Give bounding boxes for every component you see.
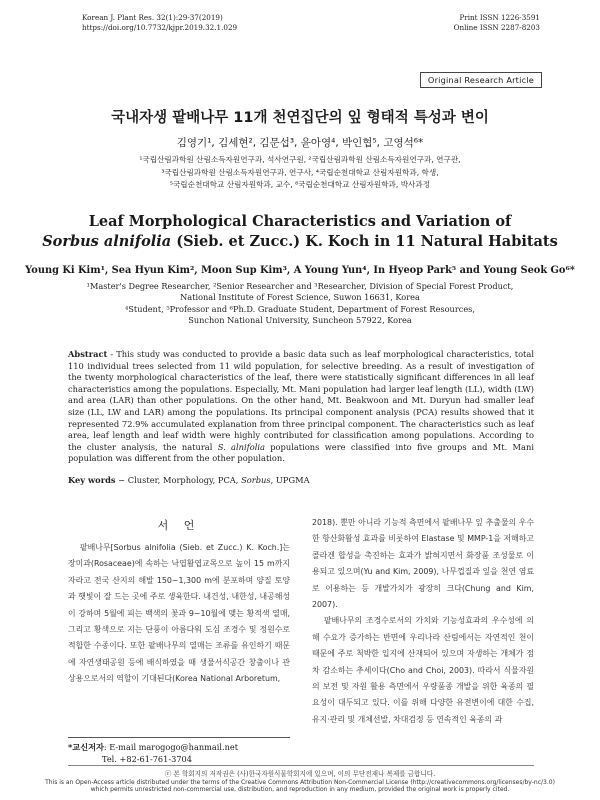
footnote-divider [68, 737, 290, 738]
footnote-email[interactable]: : E-mail marogogo@hanmail.net [103, 742, 239, 752]
license-line: This is an Open-Access article distributed under the terms of the Creative Commons Attribution Non-Commercial License (http://creativecommons.org/licenses/by-nc/3.0) [45, 778, 555, 786]
page-footer [40, 771, 560, 794]
doi-link[interactable]: https://doi.org/10.7732/kjpr.2019.32.1.029 [82, 23, 238, 32]
english-affiliation-line: Sunchon National University, Suncheon 57922, Korea [188, 315, 412, 326]
english-affiliations [0, 281, 600, 327]
english-affiliation-line: ⁴Student, ⁵Professor and ⁶Ph.D. Graduate Student, Department of Forest Resources, [125, 303, 475, 314]
corresponding-author-footnote [68, 741, 290, 765]
journal-header-right [454, 13, 540, 33]
korean-affiliation-line: ³국립산림과학원 산림소득자원연구과, 연구사, ⁴국립순천대학교 산림자원학과, 학생, [161, 167, 439, 177]
right-column [312, 515, 534, 728]
english-affiliation-line: ¹Master's Degree Researcher, ²Senior Researcher and ³Researcher, Division of Special Forest Product, [86, 281, 514, 291]
abstract-species: S. alnifolia [217, 441, 265, 452]
left-column [68, 540, 290, 688]
english-title [0, 212, 600, 252]
footnote-label: *교신저자 [68, 742, 104, 752]
keywords [68, 475, 534, 485]
introduction-heading: 서 언 [157, 519, 201, 532]
footer-divider [68, 765, 534, 766]
keywords-species: Sorbus [241, 475, 271, 485]
english-authors: Young Ki Kim¹, Sea Hyun Kim², Moon Sup Kim³, A Young Yun⁴, In Hyeop Park⁵ and Young Seok Go⁶* [25, 265, 575, 276]
journal-citation: Korean J. Plant Res. 32(1):29-37(2019) [82, 13, 223, 22]
copyright-notice: ⓒ 본 학회지의 저작권은 (사)한국자원식물학회지에 있으며, 이의 무단전재나 복제를 금합니다. [164, 770, 436, 778]
intro-paragraph: 팥배나무의 조경수로서의 가치와 기능성효과의 우수성에 의해 수요가 증가하는 반면에 우리나라 산림에서는 자연적인 천이 때문에 주로 척박한 입지에 산재되어 있으며 자생하는 개체가 점차 감소하는 추세이다(Cho and Choi, 2003). 따라서 식물자원의 보전 및 자원 활용 측면에서 우량품종 개발을 위한 육종의 필요성이 대두되고 있다. 이를 위해 다양한 유전변이에 대한 수집, 유지·관리 및 개체선발, 차대검정 등 연속적인 육종의 과 [312, 616, 534, 724]
intro-paragraph-continued: 2018). 뿐만 아니라 기능적 측면에서 팥배나무 잎 추출물의 우수한 항산화활성 효과를 비롯하여 Elastase 및 MMP-1을 저해하고 콜라겐 합성을 촉진하는 효과가 밝혀지면서 화장품 조성물로 이용되고 있으며(Yu and Kim, 2009), 나무껍질과 잎을 천연 염료로 이용하는 등 개발가치가 광장히 크다(Chung and Kim, 2007). [312, 518, 534, 610]
license-line: which permits unrestricted non-commercial use, distribution, and reproduction in any medium, provided the original work is properly cited. [90, 786, 510, 794]
abstract-text: - This study was conducted to provide a basic data such as leaf morphological characteristics, total 110 individual trees selected from 11 wild population, for selective breeding. As a result of investigation of the twenty morphological characteristics of the leaf, there were statistically significant differences in all leaf characteristics among the populations. Especially, Mt. Mani population had larger leaf length (LL), width (LW) and area (LAR) than other populations. On the other hand, Mt. Beakwoon and Mt. Duryun had smaller leaf size (LL, LW and LAR) among the populations. Its principal component analysis (PCA) results showed that it represented 72.9% accumulated explanation from three principal component. The characteristics such as leaf area, leaf length and leaf width were highly contributed for classification among populations. According to the cluster analysis, the natural [68, 349, 534, 452]
species-name: Sorbus alnifolia [42, 233, 172, 250]
korean-affiliations [0, 154, 600, 192]
keywords-label: Key words [68, 475, 116, 485]
abstract-text-end: populations were classified into five groups and Mt. Mani population was different from the other population. [68, 441, 534, 464]
abstract [68, 349, 534, 465]
english-title-line2 [0, 232, 600, 252]
online-issn: Online ISSN 2287-8203 [453, 23, 540, 32]
keywords-text: − Cluster, Morphology, PCA, [115, 475, 242, 485]
footnote-tel: Tel. +82-61-761-3704 [102, 754, 192, 764]
korean-title: 국내자생 팥배나무 11개 천연집단의 잎 형태적 특성과 변이 [111, 110, 489, 126]
abstract-label: Abstract [68, 349, 108, 359]
print-issn: Print ISSN 1226-3591 [459, 13, 540, 22]
english-title-line1: Leaf Morphological Characteristics and Variation of [88, 213, 512, 230]
english-title-line2-rest: (Sieb. et Zucc.) K. Koch in 11 Natural Habitats [171, 233, 558, 250]
korean-affiliation-line: ⁵국립순천대학교 산림자원학과, 교수, ⁶국립순천대학교 산림자원학과, 박사과정 [169, 180, 431, 190]
article-type-badge: Original Research Article [420, 72, 542, 88]
english-affiliation-line: National Institute of Forest Science, Suwon 16631, Korea [180, 292, 420, 303]
korean-affiliation-line: ¹국립산림과학원 산림소득자원연구과, 석사연구원, ²국립산림과학원 산림소득자원연구과, 연구관, [139, 155, 461, 164]
keywords-text-end: , UPGMA [270, 475, 310, 485]
journal-header-left [82, 13, 237, 33]
korean-authors: 김영기¹, 김세현², 김문섭³, 윤아영⁴, 박인협⁵, 고영석⁶* [176, 137, 424, 149]
intro-paragraph: 팥배나무[Sorbus alnifolia (Sieb. et Zucc.) K. Koch.]는 장미과(Rosaceae)에 속하는 낙엽활엽교목으로 높이 15 m까지 자라고 전국 산지의 해발 150~1,300 m에 분포하며 양질 토양과 햇빛이 잘 드는 곳에 주로 생육한다. 내건성, 내한성, 내공해성이 강하며 5월에 피는 백색의 꽃과 9~10월에 맺는 황적색 열매, 그리고 황색으로 지는 단풍이 아름다워 도심 조경수 및 정원수로 적합한 수종이다. 또한 팥배나무의 열매는 조류를 유인하기 때문에 자연생태공원 등에 배식하였을 때 생물서식공간 창출이나 관상용으로서의 역할이 기대된다(Korea National Arboretum, [68, 543, 290, 684]
